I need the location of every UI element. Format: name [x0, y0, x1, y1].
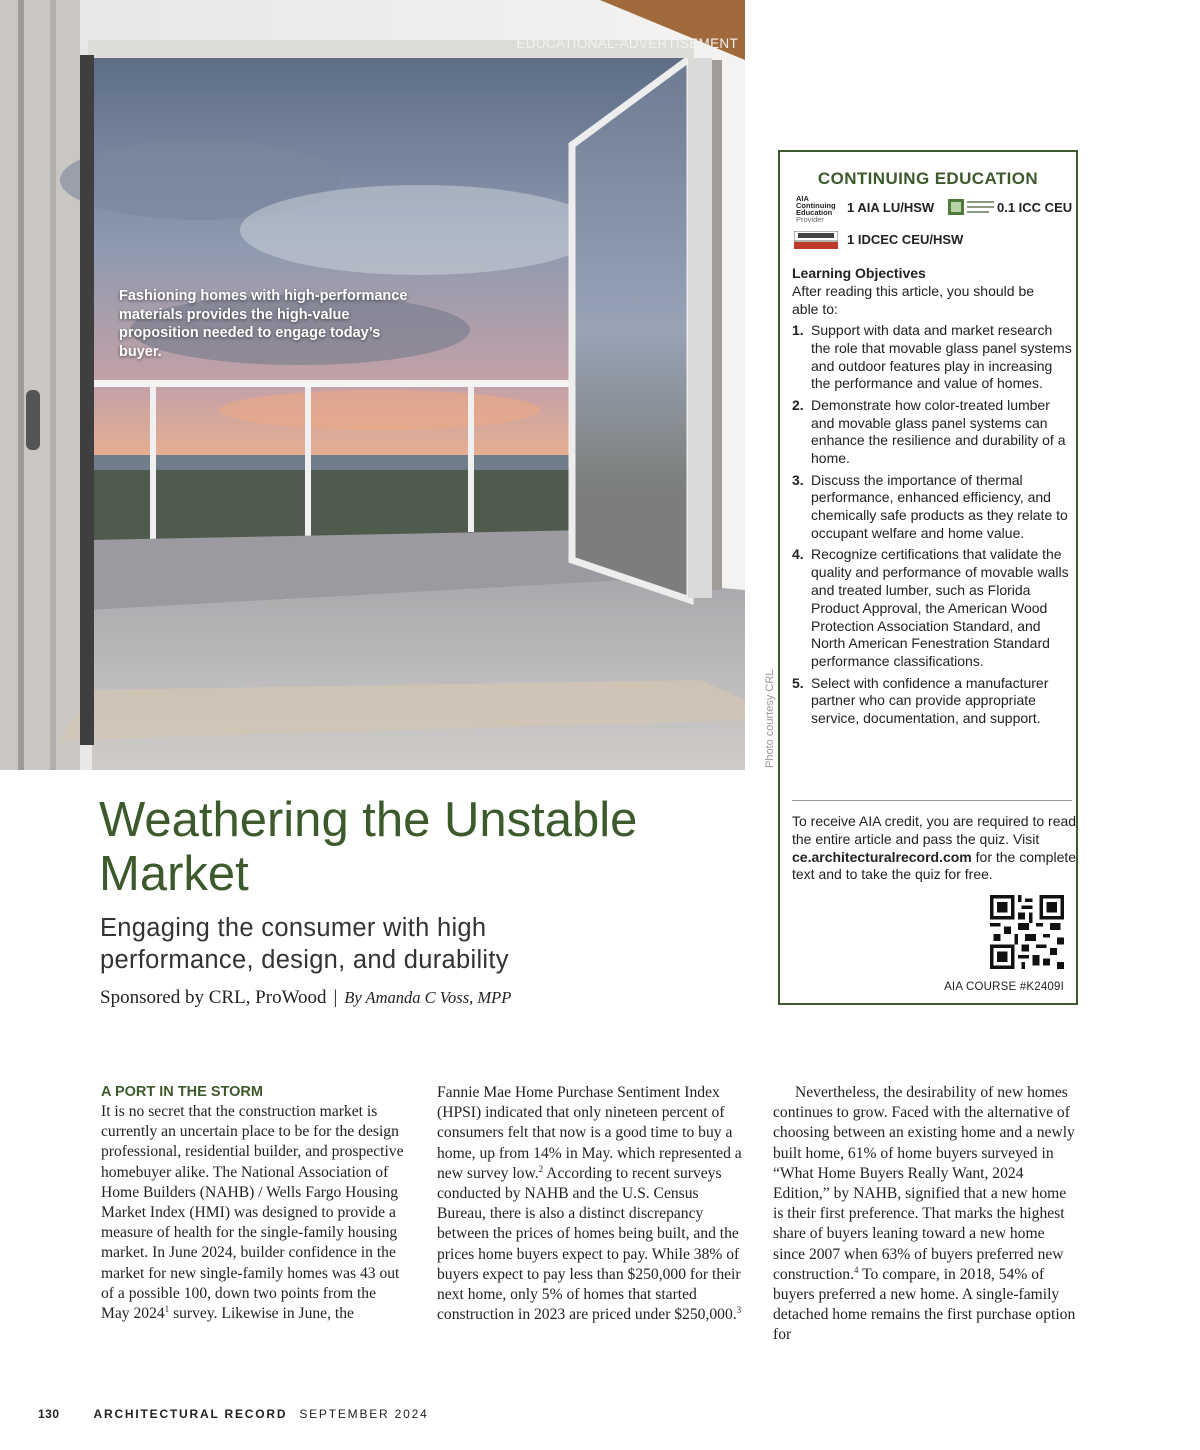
learning-objectives-heading: Learning Objectives [792, 265, 926, 281]
objective-number: 1. [792, 322, 804, 338]
byline [100, 987, 511, 1009]
aia-logo-line: Education [796, 208, 833, 217]
footnote-ref: 2 [538, 1163, 544, 1174]
aia-logo-line: Continuing [796, 201, 836, 210]
body-paragraph [773, 1083, 1078, 1346]
objective-item [792, 472, 1072, 543]
objective-number: 4. [792, 546, 804, 563]
continuing-education-box [778, 150, 1078, 1005]
objective-text: Recognize certifications that validate the quality and performance of movable walls and treated lumber, such as Florida Product Approval, the American Wood Protection Association Standard, and North American Fenestration Standard performance classifications. [811, 546, 1069, 670]
footnote-ref: 4 [853, 1264, 859, 1275]
body-text: To compare, in 2018, 54% of buyers preferred a new home. A single-family detached home remains the first purchase option for [773, 1265, 1076, 1344]
objective-number: 3. [792, 471, 804, 488]
aia-logo-line: Provider [796, 215, 824, 224]
objective-number: 5. [792, 674, 804, 691]
body-column-1 [101, 1083, 406, 1324]
learning-objectives-intro: After reading this article, you should be able to: [792, 283, 1035, 317]
objective-text: Select with confidence a manufacturer partner who can provide appropriate service, documentation, and support. [811, 674, 1049, 727]
body-text: Fannie Mae Home Purchase Sentiment Index (HPSI) indicated that only nineteen percent of consumers felt that now is a good time to buy a home, up from 14% in May. which represented a new survey low. [437, 1084, 742, 1182]
objective-text: Support with data and market research the role that movable glass panel systems and outdoor features play in increasing the performance and value of homes. [811, 322, 1072, 392]
photo-illustration [0, 0, 745, 770]
hero-photo [0, 0, 745, 770]
idcec-logo-icon [794, 231, 838, 249]
aia-logo-line: AIA [796, 194, 809, 203]
photo-credit: Photo courtesy CRL [764, 669, 776, 768]
byline-separator: | [333, 987, 338, 1008]
author-text: By Amanda C Voss, MPP [344, 988, 512, 1007]
objective-item [792, 546, 1072, 671]
body-paragraph [437, 1083, 742, 1325]
objective-item [792, 322, 1072, 393]
icc-logo-icon [948, 198, 996, 216]
body-column-3 [773, 1083, 1078, 1346]
objective-text: Demonstrate how color-treated lumber and movable glass panel systems can enhance the resilience and durability of a home. [811, 396, 1066, 467]
body-text: According to recent surveys conducted by NAHB and the U.S. Census Bureau, there is also a distinct discrepancy between the prices of homes being built, and the prices home buyers expect to pay. While 38% of buyers expect to pay less than $250,000 for their next home, only 5% of homes that started construction in 2023 are priced under $250,000. [437, 1164, 741, 1324]
ce-divider [792, 800, 1072, 801]
body-text: It is no secret that the construction market is currently an uncertain place to be for the design professional, residential builder, and prospective homebuyer alike. The National Association of Home Builders (NAHB) / Wells Fargo Housing Market Index (HMI) was designed to provide a measure of health for the single-family housing market. In June 2024, builder confidence in the market for new single-family homes was 43 out of a possible 100, down two points from the May 2024 [101, 1103, 404, 1323]
body-column-2 [437, 1083, 742, 1325]
ce-credit-note [792, 813, 1077, 884]
objective-text: Discuss the importance of thermal performance, enhanced efficiency, and chemically safe products as they relate to occupant welfare and home value. [811, 471, 1068, 541]
objective-number: 2. [792, 396, 804, 413]
ce-note-text: for the complete text and to take the quiz for free. [792, 848, 1077, 883]
footnote-ref: 3 [736, 1305, 742, 1316]
body-paragraph [101, 1102, 406, 1324]
aia-course-number: AIA COURSE #K2409I [944, 981, 1064, 993]
issue-date: SEPTEMBER 2024 [299, 1407, 429, 1421]
magazine-name: ARCHITECTURAL RECORD [93, 1407, 288, 1421]
section-heading: A PORT IN THE STORM [101, 1084, 263, 1100]
page-number: 130 [38, 1407, 60, 1421]
learning-objectives-list [792, 322, 1072, 732]
photo-caption: Fashioning homes with high-performance materials provides the high-value proposition needed to engage today’s buyer. [119, 288, 408, 360]
ce-note-text: To receive AIA credit, you are required to read the entire article and pass the quiz. Visit [792, 813, 1077, 847]
article-title: Weathering the Unstable Market [99, 793, 638, 901]
sponsor-text: Sponsored by CRL, ProWood [100, 987, 327, 1008]
body-text: Nevertheless, the desirability of new homes continues to grow. Faced with the alternative of choosing between an existing home and a newly built home, 61% of home buyers surveyed in “What Home Buyers Really Want, 2024 Edition,” by NAHB, signified that a new home is their first preference. That marks the highest share of buyers leaning toward a new home since 2007 when 63% of buyers preferred new construction. [773, 1084, 1075, 1283]
article-subtitle: Engaging the consumer with high performance, design, and durability [100, 914, 509, 974]
page-footer [38, 1407, 429, 1421]
qr-code-icon[interactable] [990, 895, 1064, 969]
idcec-credit: 1 IDCEC CEU/HSW [847, 232, 964, 247]
aia-provider-logo [796, 195, 840, 223]
footnote-ref: 1 [164, 1303, 170, 1314]
aia-credit: 1 AIA LU/HSW [847, 200, 935, 215]
body-text: survey. Likewise in June, the [169, 1305, 354, 1323]
objective-item [792, 397, 1072, 468]
ce-site-link[interactable]: ce.architecturalrecord.com [792, 848, 972, 865]
icc-credit: 0.1 ICC CEU [997, 200, 1073, 215]
educational-advertisement-tag: EDUCATIONAL-ADVERTISEMENT [516, 36, 738, 51]
ce-title: CONTINUING EDUCATION [817, 169, 1039, 188]
objective-item [792, 675, 1072, 728]
